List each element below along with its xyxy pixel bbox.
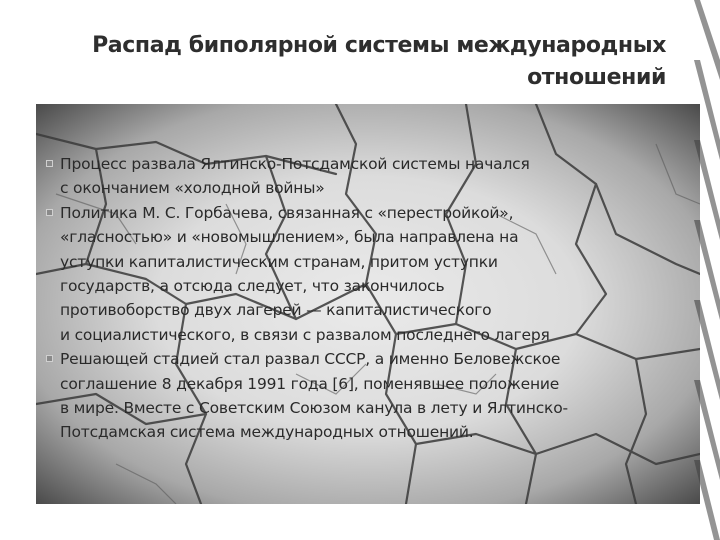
- title-line-2: отношений: [527, 65, 666, 90]
- bullet-text-line: Потсдамская система международных отношений.: [60, 423, 474, 442]
- bullet-marker-icon: [46, 355, 53, 362]
- bullet-text-line: уступки капиталистическим странам, притом уступки: [60, 252, 498, 271]
- bullet-text-line: «гласностью» и «новомышлением», была направлена на: [60, 228, 519, 247]
- bullet-text-line: и социалистического, в связи с развалом последнего лагеря: [60, 325, 550, 344]
- bullet-text-line: с окончанием «холодной войны»: [60, 179, 325, 198]
- slide-title: [60, 30, 666, 94]
- bullet-text-line: Процесс развала Ялтинско-Потсдамской системы начался: [60, 155, 530, 173]
- bullet-item: [46, 152, 686, 201]
- bullet-marker-icon: [46, 209, 53, 216]
- bullet-text-line: Решающей стадией стал развал СССР, а именно Беловежское: [60, 350, 561, 369]
- bullet-item: [46, 347, 686, 445]
- bullet-text-line: государств, а отсюда следует, что закончилось: [60, 277, 445, 296]
- bullet-list: [46, 152, 686, 445]
- title-line-1: Распад биполярной системы международных: [92, 33, 666, 58]
- bullet-item: [46, 201, 686, 347]
- bullet-text-line: Политика М. С. Горбачева, связанная с «перестройкой»,: [60, 203, 514, 222]
- bullet-text-line: соглашение 8 декабря 1991 года [6], поменявшее положение: [60, 374, 560, 393]
- bullet-text-line: противоборство двух лагерей — капиталистического: [60, 301, 492, 320]
- decorative-stripes: [694, 0, 720, 540]
- bullet-marker-icon: [46, 160, 53, 167]
- bullet-text-line: в мире. Вместе с Советским Союзом канула в лету и Ялтинско-: [60, 399, 568, 418]
